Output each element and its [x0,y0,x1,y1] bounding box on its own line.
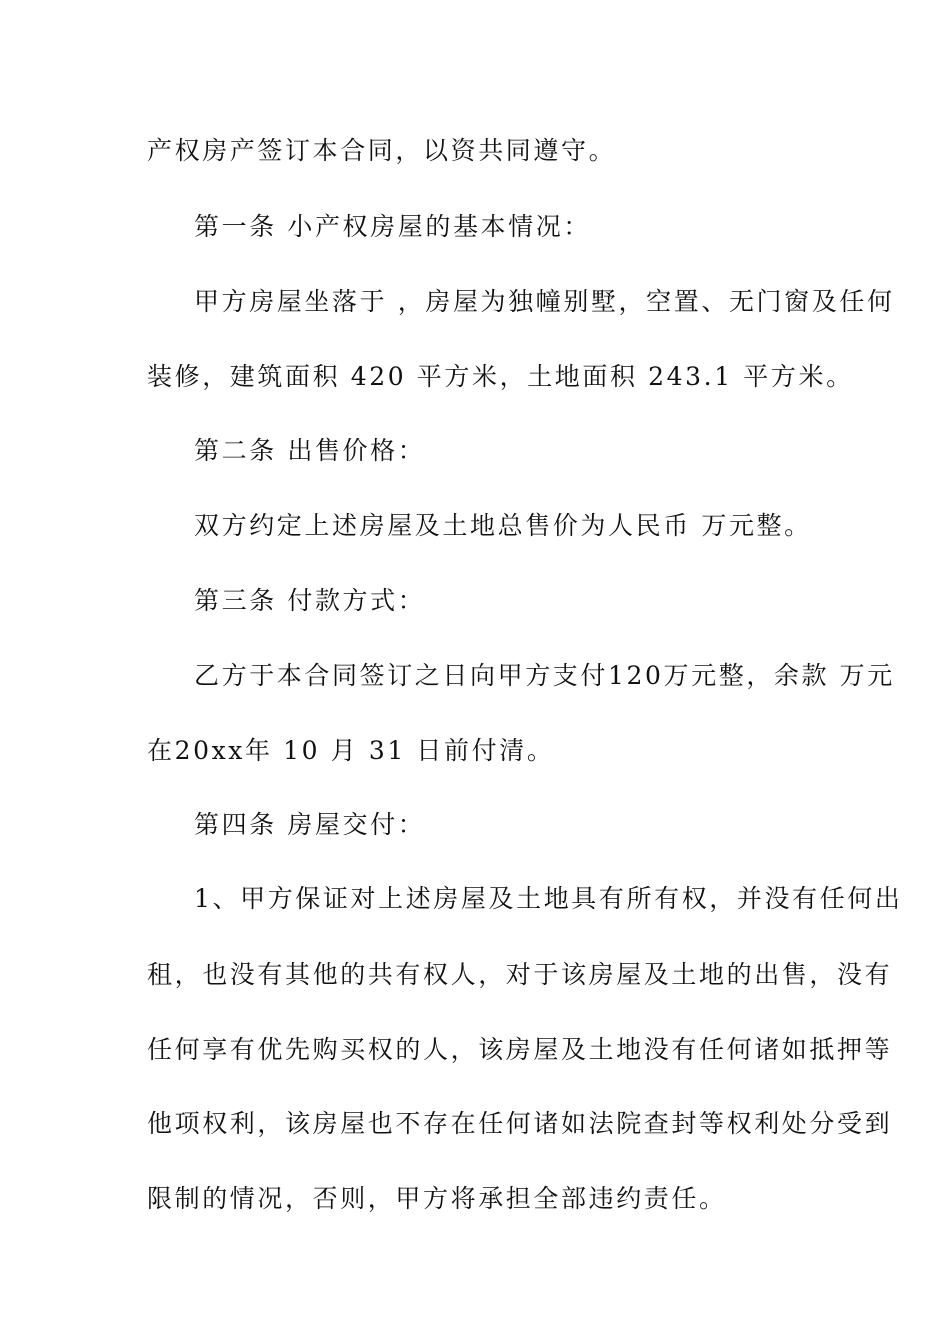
paragraph-line-14: 他项权利，该房屋也不存在任何诸如法院查封等权利处分受到 [147,1109,893,1138]
paragraph-line-11: 1、甲方保证对上述房屋及土地具有所有权，并没有任何出 [194,884,903,913]
article-heading-3: 第三条 付款方式： [194,586,426,615]
article-heading-4: 第四条 房屋交付： [194,810,426,839]
article-heading-1: 第一条 小产权房屋的基本情况： [194,212,591,241]
paragraph-line-13: 任何享有优先购买权的人，该房屋及土地没有任何诸如抵押等 [147,1035,893,1064]
paragraph-line-12: 租，也没有其他的共有权人，对于该房屋及土地的出售，没有 [147,960,893,989]
paragraph-line-9: 在20xx年 10 月 31 日前付清。 [147,736,555,765]
paragraph-line-15: 限制的情况，否则，甲方将承担全部违约责任。 [147,1184,727,1213]
paragraph-line-1: 产权房产签订本合同，以资共同遵守。 [147,136,617,165]
paragraph-line-4: 装修，建筑面积 420 平方米，土地面积 243.1 平方米。 [147,362,854,391]
article-heading-2: 第二条 出售价格： [194,436,426,465]
paragraph-line-6: 双方约定上述房屋及土地总售价为人民币 万元整。 [194,511,812,540]
paragraph-line-3: 甲方房屋坐落于 ，房屋为独幢别墅，空置、无门窗及任何 [194,287,895,316]
paragraph-line-8: 乙方于本合同签订之日向甲方支付120万元整，余款 万元 [194,661,895,690]
